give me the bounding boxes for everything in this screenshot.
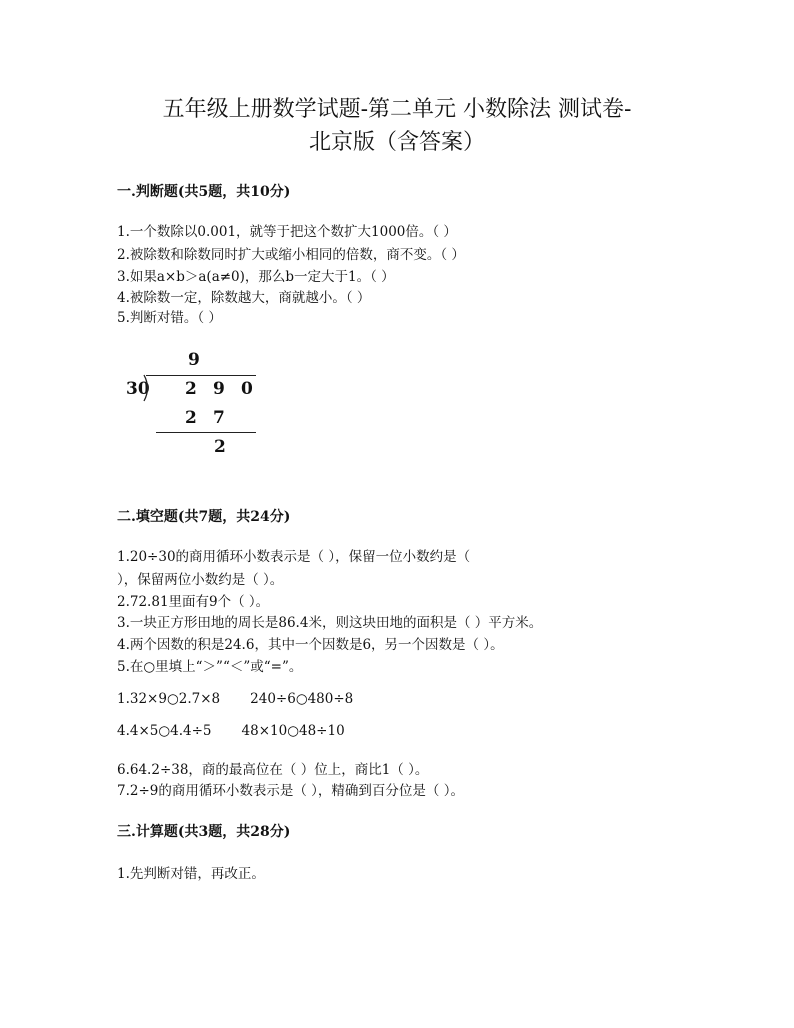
- s1-question-5: 5.判断对错。（ ）: [117, 310, 222, 326]
- s2-question-1: 1.20÷30的商用循环小数表示是（ ），保留一位小数约是（: [117, 549, 471, 565]
- long-division-figure: [110, 345, 270, 465]
- s1-question-2: 2.被除数和除数同时扩大或缩小相同的倍数，商不变。（ ）: [117, 247, 465, 263]
- s2-question-3: 3.一块正方形田地的周长是86.4米，则这块田地的面积是（ ）平方米。: [117, 615, 543, 631]
- section-1-heading: 一.判断题(共5题，共10分): [117, 184, 291, 200]
- s2-question-7: 7.2÷9的商用循环小数表示是（ ），精确到百分位是（ ）。: [117, 783, 464, 799]
- division-dividend-digit: 9: [213, 379, 225, 399]
- section-2-heading: 二.填空题(共7题，共24分): [117, 509, 291, 525]
- page-title-line-2: 北京版（含答案）: [308, 130, 485, 155]
- division-subtraction-line: [156, 432, 256, 433]
- division-bracket-top: [146, 375, 256, 376]
- s3-question-1: 1.先判断对错，再改正。: [117, 866, 265, 882]
- s2-question-4: 4.两个因数的积是24.6，其中一个因数是6，另一个因数是（ ）。: [117, 637, 504, 653]
- division-divisor: 30: [126, 379, 150, 399]
- division-quotient: 9: [188, 350, 200, 370]
- s2-question-5-row-1: 1.32×9○2.7×8 240÷6○480÷8: [117, 691, 354, 707]
- page-title-line-1: 五年级上册数学试题-第二单元 小数除法 测试卷-: [162, 97, 632, 122]
- division-bracket-icon: [142, 374, 152, 402]
- s2-question-6: 6.64.2÷38，商的最高位在（ ）位上，商比1（ ）。: [117, 762, 429, 778]
- s2-question-1-cont: ），保留两位小数约是（ ）。: [117, 572, 284, 588]
- division-dividend-digit: 2: [185, 379, 197, 399]
- section-3-heading: 三.计算题(共3题，共28分): [117, 824, 291, 840]
- s1-question-3: 3.如果a×b＞a(a≠0)，那么b一定大于1。（ ）: [117, 269, 395, 285]
- s2-question-2: 2.72.81里面有9个（ ）。: [117, 594, 270, 610]
- division-dividend-digit: 0: [241, 379, 253, 399]
- s2-question-5-row-2: 4.4×5○4.4÷5 48×10○48÷10: [117, 723, 345, 739]
- s1-question-1: 1.一个数除以0.001，就等于把这个数扩大1000倍。（ ）: [117, 224, 457, 240]
- s2-question-5: 5.在○里填上“＞”“＜”或“=”。: [117, 659, 303, 675]
- division-remainder: 2: [214, 437, 226, 457]
- division-product-digit: 7: [213, 408, 225, 428]
- s1-question-4: 4.被除数一定，除数越大，商就越小。（ ）: [117, 290, 371, 306]
- division-product-digit: 2: [185, 408, 197, 428]
